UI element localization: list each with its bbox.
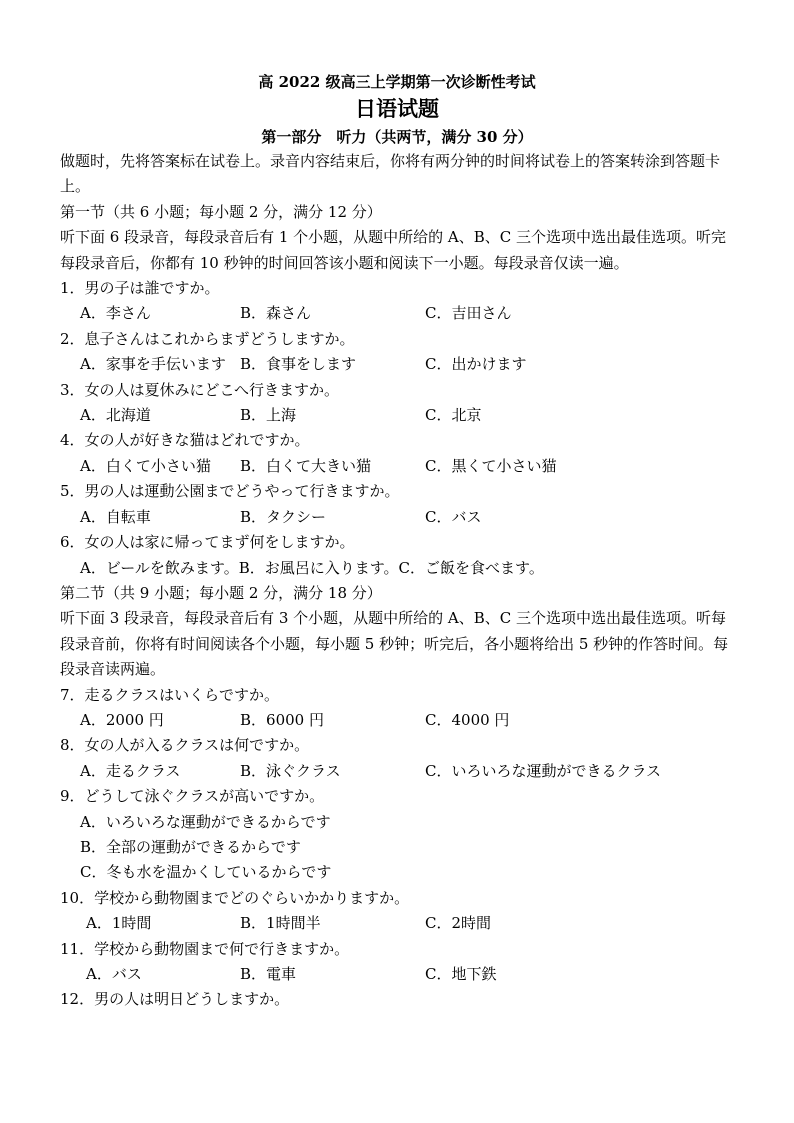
option-c: C．4000 円 — [425, 710, 510, 729]
section1-instructions: 听下面 6 段录音，每段录音后有 1 个小题，从题中所给的 A、B、C 三个选项中选出最佳选项。听完每段录音后，你都有 10 秒钟的时间回答该小题和阅读下一小题。每段录音仅读一遍。 — [60, 228, 727, 272]
subject-title: 日语试题 — [355, 96, 439, 121]
option-b: B．食事をします — [240, 355, 357, 374]
option-a: A．北海道 — [80, 406, 151, 425]
question-stem: 4．女の人が好きな猫はどれですか。 — [60, 431, 310, 450]
option-c: C．北京 — [425, 406, 482, 425]
option-b: B．1時間半 — [240, 914, 321, 933]
option-b: B．全部の運動ができるからです — [80, 837, 301, 856]
question-options — [60, 708, 734, 733]
option-b: B．電車 — [240, 965, 297, 983]
option-a: A．1時間 — [86, 914, 152, 933]
option-a: A．白くて小さい猫 — [80, 456, 211, 475]
section2-heading: 第二节（共 9 小题；每小题 2 分，满分 18 分） — [60, 583, 382, 602]
question-stem: 2．息子さんはこれからまずどうしますか。 — [60, 329, 355, 348]
question-stem: 5．男の人は運動公園までどうやって行きますか。 — [60, 482, 400, 501]
option-c: C．いろいろな運動ができるクラス — [425, 761, 662, 780]
part-title: 第一部分 听力（共两节，满分 30 分） — [261, 128, 533, 146]
question-options — [60, 505, 734, 530]
option-a: A．自転車 — [80, 507, 151, 526]
question-stem: 7．走るクラスはいくらですか。 — [60, 685, 279, 704]
question-stem: 10．学校から動物園までどのぐらいかかりますか。 — [60, 888, 410, 907]
options-line: A．ビールを飲みます。B．お風呂に入ります。C．ご飯を食べます。 — [80, 558, 544, 577]
option-b: B．6000 円 — [240, 710, 324, 729]
option-b: B．上海 — [240, 406, 297, 425]
question-options — [60, 759, 734, 784]
option-c: C．出かけます — [425, 355, 527, 374]
section2-instructions: 听下面 3 段录音，每段录音后有 3 个小题，从题中所给的 A、B、C 三个选项中选出最佳选项。听每段录音前，你将有时间阅读各个小题，每小题 5 秒钟；听完后，各小题将给出 5 秒钟的作答时间。每段录音读两遍。 — [60, 609, 729, 679]
intro-text: 做题时，先将答案标在试卷上。录音内容结束后，你将有两分钟的时间将试卷上的答案转涂到答题卡上。 — [60, 152, 721, 196]
option-a: A．バス — [86, 965, 142, 983]
question-stem: 9．どうして泳ぐクラスが高いですか。 — [60, 787, 325, 806]
option-b: B．森さん — [240, 304, 312, 323]
question-stem: 12．男の人は明日どうしますか。 — [60, 990, 290, 1009]
question-stem: 3．女の人は夏休みにどこへ行きますか。 — [60, 380, 339, 399]
option-a: A．2000 円 — [80, 710, 164, 729]
question-stem: 1．男の子は誰ですか。 — [60, 279, 220, 298]
option-b: B．泳ぐクラス — [240, 761, 341, 780]
question-stem: 6．女の人は家に帰ってまず何をしますか。 — [60, 533, 355, 552]
exam-title: 高 2022 级高三上学期第一次诊断性考试 — [258, 73, 536, 91]
question-options — [60, 911, 734, 936]
question-options — [60, 556, 734, 581]
option-c: C．地下鉄 — [425, 965, 497, 983]
option-a: A．いろいろな運動ができるからです — [80, 812, 331, 831]
question-options — [60, 454, 734, 479]
option-c: C．2時間 — [425, 914, 492, 933]
option-c: C．冬も水を温かくしているからです — [80, 863, 332, 882]
question-options — [60, 962, 734, 987]
option-a: A．走るクラス — [80, 761, 181, 780]
question-stem: 11．学校から動物園まで何で行きますか。 — [60, 939, 350, 958]
option-c: C．バス — [425, 507, 482, 526]
section1-heading: 第一节（共 6 小题；每小题 2 分，满分 12 分） — [60, 202, 382, 221]
option-c: C．吉田さん — [425, 304, 512, 323]
question-stem: 8．女の人が入るクラスは何ですか。 — [60, 736, 310, 755]
option-a: A．家事を手伝います — [80, 355, 226, 374]
question-options — [60, 352, 734, 377]
option-b: B．白くて大きい猫 — [240, 456, 372, 475]
option-c: C．黒くて小さい猫 — [425, 456, 557, 475]
option-a: A．李さん — [80, 304, 151, 323]
question-options — [60, 403, 734, 428]
option-b: B．タクシー — [240, 507, 327, 526]
question-options — [60, 301, 734, 326]
